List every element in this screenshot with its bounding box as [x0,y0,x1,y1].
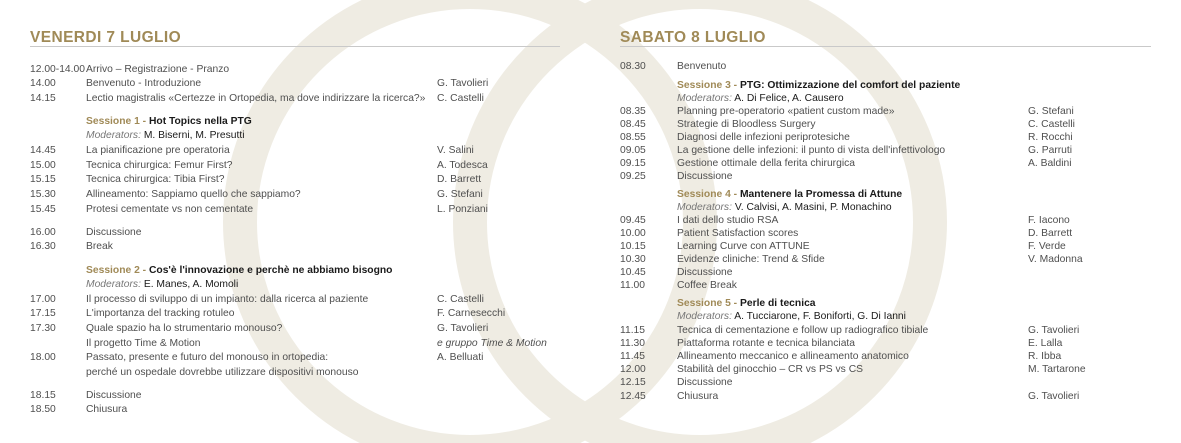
row-description: Gestione ottimale della ferita chirurgica [677,158,855,169]
row-description: La gestione delle infezioni: il punto di vista dell'infettivologo [677,145,946,156]
row-speaker: D. Barrett [437,174,482,185]
row-speaker: G. Stefani [1028,106,1074,117]
row-speaker: E. Lalla [1028,338,1063,349]
row-description: Quale spazio ha lo strumentario monouso? [86,323,283,334]
session-title: Mantenere la Promessa di Attune [739,189,903,200]
moderators-names: A. Tucciarone, F. Boniforti, G. Di Ianni [734,311,906,322]
row-description: Piattaforma rotante e tecnica bilanciata [677,338,856,349]
row-description: Chiusura [677,391,719,402]
row-description: Il processo di sviluppo di un impianto: dalla ricerca al paziente [86,294,369,305]
session-title: Perle di tecnica [739,298,816,309]
row-time: 18.00 [30,352,56,363]
row-speaker: G. Tavolieri [437,78,489,89]
row-time: 17.00 [30,294,56,305]
row-time: 15.00 [30,160,56,171]
row-description: Evidenze cliniche: Trend & Sfide [677,254,825,265]
row-speaker: G. Tavolieri [1028,391,1080,402]
row-time: 12.00 [620,364,646,375]
row-description: Discussione [677,171,733,182]
saturday-title: SABATO 8 LUGLIO [620,29,766,46]
row-description: Lectio magistralis «Certezze in Ortopedia, ma dove indirizzare la ricerca?» [86,93,426,104]
row-description: Allineamento: Sappiamo quello che sappiamo? [86,189,301,200]
row-speaker: L. Ponziani [437,204,488,215]
friday-divider [30,46,560,47]
row-speaker: C. Castelli [437,93,484,104]
row-description: Benvenuto - Introduzione [86,78,202,89]
moderators-names: V. Calvisi, A. Masini, P. Monachino [734,202,892,213]
row-description: La pianificazione pre operatoria [86,145,230,156]
row-speaker: G. Tavolieri [437,323,489,334]
row-description: Planning pre-operatorio «patient custom made» [677,106,895,117]
row-description: Protesi cementate vs non cementate [86,204,254,215]
row-time: 10.15 [620,241,646,252]
session-moderators [677,310,906,323]
row-time: 08.35 [620,106,646,117]
row-description: Discussione [677,267,733,278]
row-time: 11.15 [620,325,646,336]
row-time: 11.45 [620,351,646,362]
row-time: 18.15 [30,390,56,401]
row-speaker: D. Barrett [1028,228,1073,239]
session-heading: Sessione 3 - PTG: Ottimizzazione del comfort del paziente [677,80,961,91]
row-speaker: G. Tavolieri [1028,325,1080,336]
row-speaker: V. Salini [437,145,474,156]
row-description: Tecnica chirurgica: Femur First? [86,160,233,171]
session-heading: Sessione 1 - Hot Topics nella PTG [86,116,252,127]
row-description: Tecnica di cementazione e follow up radiografico tibiale [677,325,929,336]
row-description: perché un ospedale dovrebbe utilizzare dispositivi monouso [86,367,359,378]
row-description: Allineamento meccanico e allineamento anatomico [677,351,909,362]
row-time: 16.30 [30,241,56,252]
row-description: Tecnica chirurgica: Tibia First? [86,174,225,185]
session-label: Sessione 5 [677,298,731,309]
row-speaker: F. Verde [1028,241,1066,252]
session-label: Sessione 1 [86,116,140,127]
session-heading: Sessione 2 - Cos'è l'innovazione e perchè ne abbiamo bisogno [86,265,393,276]
row-time: 12.45 [620,391,646,402]
row-speaker: M. Tartarone [1028,364,1086,375]
row-speaker: A. Belluati [437,352,484,363]
row-description: L'importanza del tracking rotuleo [86,308,235,319]
row-speaker: R. Rocchi [1028,132,1073,143]
row-speaker: C. Castelli [437,294,484,305]
session-heading: Sessione 4 - Mantenere la Promessa di Attune [677,189,903,200]
row-description: Discussione [86,227,142,238]
row-speaker: A. Todesca [437,160,488,171]
row-time: 11.30 [620,338,646,349]
row-description: Arrivo – Registrazione - Pranzo [86,64,230,75]
moderators-names: M. Biserni, M. Presutti [143,130,245,141]
row-time: 17.30 [30,323,56,334]
session-label: Sessione 3 [677,80,731,91]
row-speaker: e gruppo Time & Motion [437,338,547,349]
session-heading: Sessione 5 - Perle di tecnica [677,298,816,309]
saturday-divider [620,46,1151,47]
session-title: Hot Topics nella PTG [148,116,252,127]
session-moderators [677,92,844,105]
row-time: 08.30 [620,61,646,72]
row-time: 14.15 [30,93,56,104]
row-time: 09.25 [620,171,646,182]
row-speaker: G. Parruti [1028,145,1073,156]
row-time: 11.00 [620,280,646,291]
moderators-label: Moderators: [677,311,732,322]
row-time: 09.05 [620,145,646,156]
row-description: Diagnosi delle infezioni periprotesiche [677,132,850,143]
moderators-label: Moderators: [86,130,141,141]
row-time: 09.15 [620,158,646,169]
row-description: Learning Curve con ATTUNE [677,241,810,252]
row-speaker: G. Stefani [437,189,483,200]
moderators-label: Moderators: [677,93,732,104]
row-time: 12.15 [620,377,646,388]
row-time: 18.50 [30,404,56,415]
row-time: 10.45 [620,267,646,278]
row-description: Stabilità del ginocchio – CR vs PS vs CS [677,364,863,375]
row-description: Benvenuto [677,61,727,72]
row-description: Passato, presente e futuro del monouso in ortopedia: [86,352,329,363]
session-moderators [86,278,238,291]
row-time: 17.15 [30,308,56,319]
row-time: 09.45 [620,215,646,226]
session-label: Sessione 2 [86,265,140,276]
row-description: Il progetto Time & Motion [86,338,201,349]
row-time: 14.00 [30,78,56,89]
row-time: 12.00-14.00 [30,64,85,75]
row-description: Discussione [677,377,733,388]
row-description: Chiusura [86,404,128,415]
moderators-names: A. Di Felice, A. Causero [734,93,844,104]
row-speaker: F. Iacono [1028,215,1070,226]
row-time: 14.45 [30,145,56,156]
row-speaker: V. Madonna [1028,254,1083,265]
row-description: I dati dello studio RSA [677,215,779,226]
row-description: Break [86,241,113,252]
moderators-names: E. Manes, A. Momoli [143,279,239,290]
moderators-label: Moderators: [677,202,732,213]
row-description: Patient Satisfaction scores [677,228,799,239]
session-moderators [86,129,245,142]
row-speaker: F. Carnesecchi [437,308,506,319]
session-title: PTG: Ottimizzazione del comfort del paziente [739,80,961,91]
session-moderators [677,201,892,214]
row-time: 16.00 [30,227,56,238]
row-time: 15.45 [30,204,56,215]
row-description: Discussione [86,390,142,401]
row-description: Coffee Break [677,280,737,291]
session-label: Sessione 4 [677,189,731,200]
moderators-label: Moderators: [86,279,141,290]
session-title: Cos'è l'innovazione e perchè ne abbiamo bisogno [148,265,393,276]
row-time: 15.30 [30,189,56,200]
row-speaker: C. Castelli [1028,119,1075,130]
row-time: 08.55 [620,132,646,143]
friday-title: VENERDI 7 LUGLIO [30,29,182,46]
row-time: 10.30 [620,254,646,265]
row-time: 15.15 [30,174,56,185]
row-time: 08.45 [620,119,646,130]
row-time: 10.00 [620,228,646,239]
row-description: Strategie di Bloodless Surgery [677,119,816,130]
row-speaker: R. Ibba [1028,351,1062,362]
row-speaker: A. Baldini [1028,158,1072,169]
